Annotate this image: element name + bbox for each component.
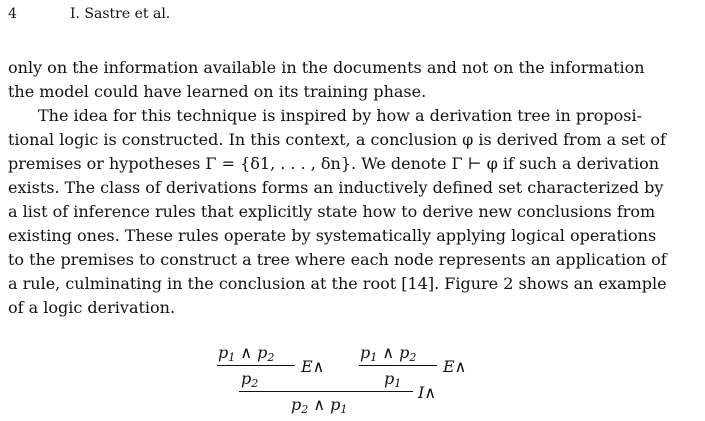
root-inference-bar: [239, 391, 413, 392]
derivation-tree: [205, 340, 505, 420]
right-conclusion: $p_1$: [384, 369, 402, 390]
right-premise: $p_1$ ∧ $p_2$: [360, 343, 417, 364]
text-line: of a logic derivation.: [8, 298, 176, 317]
running-head-authors: I. Sastre et al.: [70, 6, 171, 22]
root-conclusion: $p_2$ ∧ $p_1$: [291, 395, 348, 416]
text-line: tional logic is constructed. In this context, a conclusion φ is derived from a set of: [8, 130, 666, 149]
root-rule-label: I∧: [418, 383, 437, 402]
text-line: a list of inference rules that explicitly state how to derive new conclusions from: [8, 202, 656, 221]
text-line: to the premises to construct a tree where each node represents an application of: [8, 250, 667, 269]
text-line: only on the information available in the documents and not on the information: [8, 58, 645, 77]
text-line: exists. The class of derivations forms an inductively defined set characterized by: [8, 178, 664, 197]
text-line: The idea for this technique is inspired by how a derivation tree in proposi-: [38, 106, 643, 125]
right-rule-label: E∧: [443, 357, 467, 376]
text-line: premises or hypotheses Γ = {δ1, . . . , δn}. We denote Γ ⊢ φ if such a derivation: [8, 154, 660, 173]
text-line: the model could have learned on its training phase.: [8, 82, 427, 101]
text-line: existing ones. These rules operate by systematically applying logical operations: [8, 226, 657, 245]
left-inference-bar: [217, 365, 295, 366]
running-head: [8, 5, 170, 23]
right-inference-bar: [359, 365, 437, 366]
text-line: a rule, culminating in the conclusion at the root [14]. Figure 2 shows an example: [8, 274, 667, 293]
left-rule-label: E∧: [301, 357, 325, 376]
body-text: [8, 56, 698, 320]
left-conclusion: $p_2$: [241, 369, 259, 390]
left-premise: $p_1$ ∧ $p_2$: [218, 343, 275, 364]
page-number: 4: [8, 6, 17, 22]
